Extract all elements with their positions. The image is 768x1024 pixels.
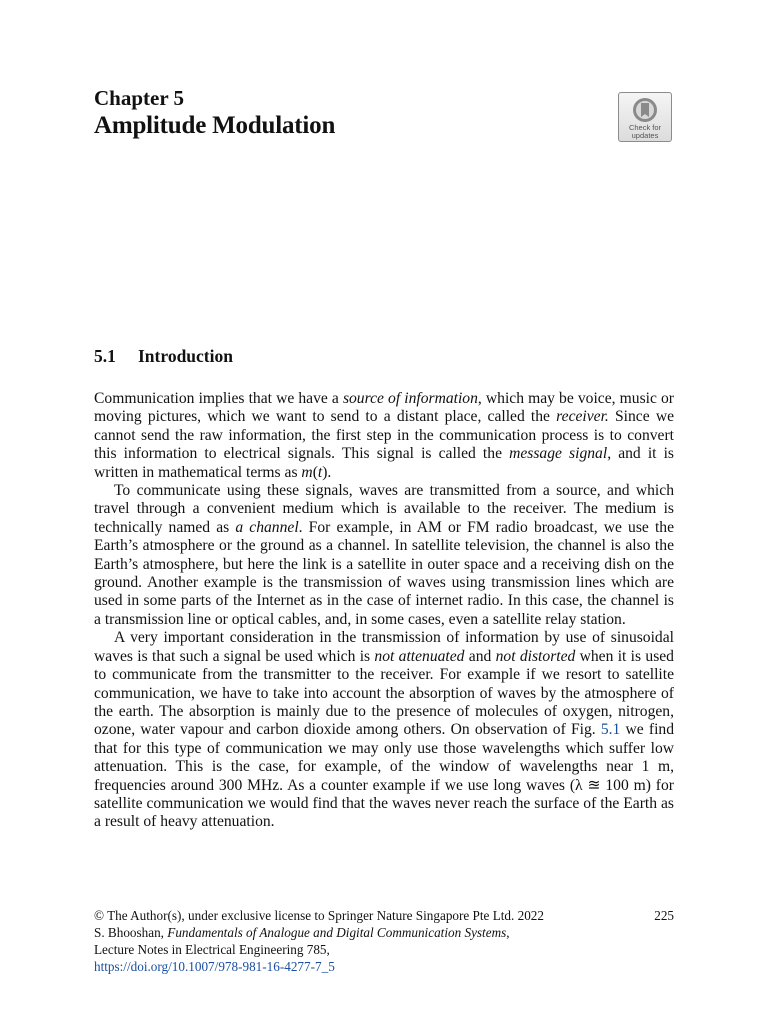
chapter-label: Chapter 5 (94, 86, 185, 110)
check-for-updates-badge[interactable] (618, 92, 672, 142)
text-run: . For example, in AM or FM radio broadcast, we use the Earth’s atmosphere or the ground as a channel. In satellite television, the channel is also the Earth’s atmosphere, but here the link is a satellite in outer space and a receiving dish on the ground. Another example is the transmission of waves using transmission lines which are used in some parts of the Internet as in the case of internet radio. In this case, the channel is a transmission line or optical cables, and, in some cases, even a satellite relay station. (94, 518, 675, 628)
text-run: when it is used to communicate from the transmitter to the receiver. For example if we resort to satellite communication, we have to take into account the absorption of waves by the atmosphere of the earth. The absorption is mainly due to the presence of molecules of oxygen, nitrogen, ozone, water vapour and carbon dioxide among others. On observation of Fig. (94, 647, 674, 739)
math-var: t (317, 463, 323, 481)
copyright-line: © The Author(s), under exclusive license to Springer Nature Singapore Pte Ltd. 2022 (94, 908, 544, 923)
emphasis: not attenuated (374, 647, 465, 665)
bookmark-circle-icon (632, 97, 658, 123)
text-run: , which may be voice, music or moving pictures, which we want to send to a distant place, called the (94, 390, 674, 426)
text-run: we find that for this type of communication we may only use those wavelengths which suffer low attenuation. This is the case, for example, of the window of wavelengths near 1 m, frequencies around 300 MHz. As a counter example if we use long waves (λ ≊ 100 m) for satellite communication we would find that the waves never reach the surface of the Earth as a result of heavy attenuation. (94, 721, 674, 831)
section-title: Introduction (138, 346, 233, 366)
paragraph-3 (94, 629, 674, 831)
math-var: m (301, 463, 313, 481)
text-run: To communicate using these signals, waves are transmitted from a source, and which travel through a convenient medium which is available to the receiver. The medium is technically named as (94, 482, 674, 536)
section-number: 5.1 (94, 346, 116, 366)
emphasis: not distorted (495, 647, 576, 665)
text-run: and (464, 647, 496, 665)
text-run: , and it is written in mathematical terms as (94, 445, 674, 481)
doi-link[interactable]: https://doi.org/10.1007/978-981-16-4277-7_5 (94, 959, 335, 974)
text-run: A very important consideration in the transmission of information by use of sinusoidal waves is that such a signal be used which is (94, 629, 674, 665)
text-run: Communication implies that we have a (94, 390, 343, 407)
emphasis: source of information (342, 390, 478, 407)
page-number: 225 (654, 908, 674, 923)
text-run: ). (322, 463, 332, 481)
badge-text (619, 124, 671, 140)
punct: , (506, 925, 510, 940)
author: S. Bhooshan, (94, 925, 168, 940)
text-run: Since we cannot send the raw information, the first step in the communication process is to convert this information to electrical signals. This signal is called the (94, 408, 674, 463)
badge-line-1: Check for (628, 123, 662, 132)
paragraph-2 (94, 482, 674, 629)
chapter-title: Amplitude Modulation (94, 112, 336, 139)
page (94, 0, 674, 1024)
paragraph-1 (94, 390, 674, 482)
badge-line-2: updates (631, 131, 659, 140)
emphasis: a channel (235, 518, 299, 536)
footer (94, 907, 674, 975)
body-text (94, 390, 674, 832)
emphasis: message signal (509, 445, 608, 463)
section-heading (94, 346, 233, 367)
series-line: Lecture Notes in Electrical Engineering 785, (94, 942, 330, 957)
citation-line (94, 924, 674, 941)
text-run: ( (312, 463, 318, 481)
book-title: Fundamentals of Analogue and Digital Communication Systems (167, 925, 507, 940)
figure-reference-link[interactable]: 5.1 (600, 721, 621, 739)
emphasis: receiver. (556, 408, 609, 426)
